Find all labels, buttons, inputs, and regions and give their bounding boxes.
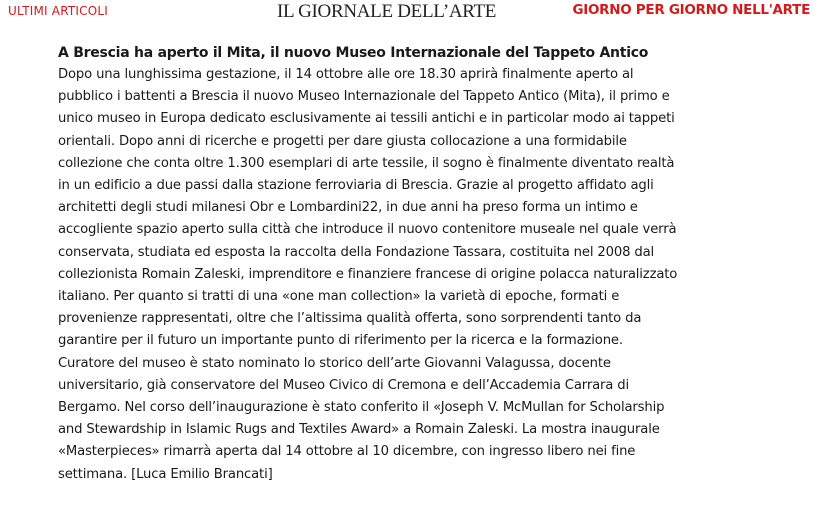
body-line: and Stewardship in Islamic Rugs and Textiles Award» a Romain Zaleski. La mostra inaugurale xyxy=(58,422,660,438)
body-line: in un edificio a due passi dalla stazione ferroviaria di Brescia. Grazie al progetto affidato agli xyxy=(58,178,654,194)
body-line: conservata, studiata ed esposta la raccolta della Fondazione Tassara, costituita nel 2008 dal xyxy=(58,244,655,260)
body-line: Curatore del museo è stato nominato lo storico dell’arte Giovanni Valagussa, docente xyxy=(58,355,611,371)
day-by-day-link[interactable]: GIORNO PER GIORNO NELL'ARTE xyxy=(572,2,810,18)
latest-articles-link[interactable]: ULTIMI ARTICOLI xyxy=(8,4,108,18)
article-body xyxy=(58,64,738,486)
body-line: Dopo una lunghissima gestazione, il 14 ottobre alle ore 18.30 aprirà finalmente aperto al xyxy=(58,67,634,82)
article-title: A Brescia ha aperto il Mita, il nuovo Museo Internazionale del Tappeto Antico xyxy=(58,45,649,61)
body-line: provenienze rappresentati, oltre che l’altissima qualità offerta, sono sorprendenti tanto da xyxy=(58,311,642,327)
body-line: accogliente spazio aperto sulla città che introduce il nuovo contenitore museale nel quale verrà xyxy=(58,222,677,238)
body-line: architetti degli studi milanesi Obr e Lombardini22, in due anni ha preso forma un intimo e xyxy=(58,200,638,216)
site-logo[interactable]: IL GIORNALE DELL’ARTE xyxy=(277,1,497,22)
top-bar xyxy=(0,0,823,30)
body-line: «Masterpieces» rimarrà aperta dal 14 ottobre al 10 dicembre, con ingresso libero nei fine xyxy=(58,444,636,460)
body-line: universitario, già conservatore del Museo Civico di Cremona e dell’Accademia Carrara di xyxy=(58,377,630,393)
body-line: garantire per il futuro un importante punto di riferimento per la ricerca e la formazione. xyxy=(58,333,623,349)
body-line: collezione che conta oltre 1.300 esemplari di arte tessile, il sogno è finalmente diventato realtà xyxy=(58,155,675,171)
body-line: pubblico i battenti a Brescia il nuovo Museo Internazionale del Tappeto Antico (Mita), il primo e xyxy=(58,89,670,105)
article xyxy=(58,42,738,486)
body-line: Bergamo. Nel corso dell’inaugurazione è stato conferito il «Joseph V. McMullan for Scholarship xyxy=(58,400,665,416)
body-line: orientali. Dopo anni di ricerche e progetti per dare giusta collocazione a una formidabile xyxy=(58,133,627,149)
body-line: settimana. [Luca Emilio Brancati] xyxy=(58,466,273,482)
body-line: italiano. Per quanto si tratti di una «one man collection» la varietà di epoche, formati e xyxy=(58,289,620,305)
body-line: unico museo in Europa dedicato esclusivamente ai tessili antichi e in particolar modo ai tappeti xyxy=(58,111,675,127)
body-line: collezionista Romain Zaleski, imprenditore e finanziere francese di origine polacca naturalizzato xyxy=(58,266,678,282)
